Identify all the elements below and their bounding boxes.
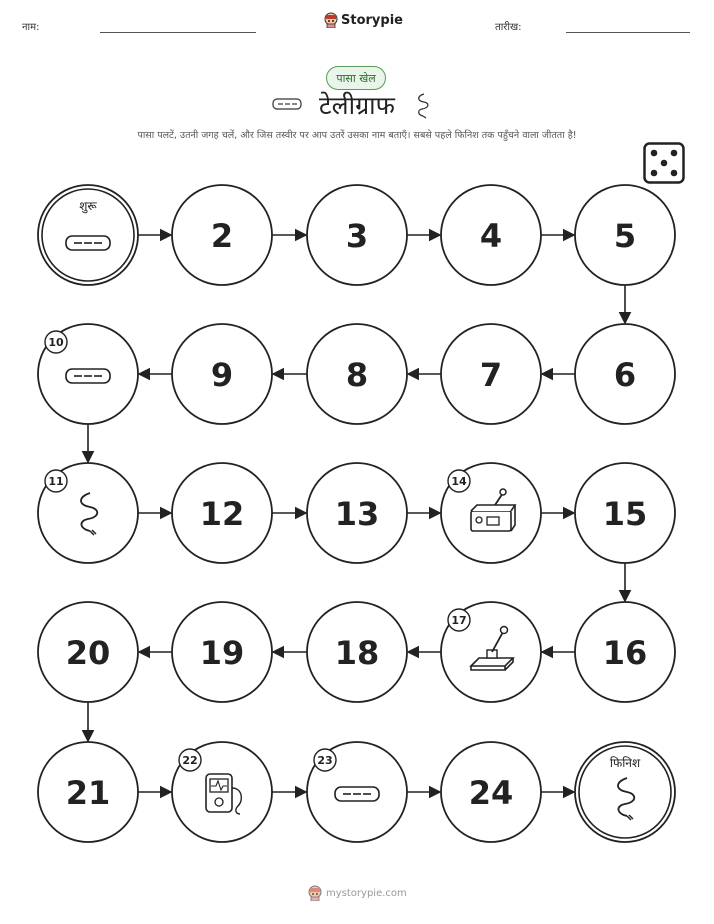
space-number: 13 [334,495,380,533]
space-number: 17 [451,614,467,627]
footer-url[interactable]: mystorypie.com [326,887,407,899]
space-number: 3 [345,217,369,255]
board-space-13 [307,463,407,563]
space-number: 20 [65,634,111,672]
space-number: 4 [479,217,503,255]
space-number: 19 [199,634,245,672]
board-space-14 [441,463,541,563]
brand-name: Storypie [341,12,403,28]
space-number: 18 [334,634,380,672]
board-space-11 [38,463,138,563]
board-space-16 [575,602,675,702]
telegraph-key-icon [66,236,110,250]
board-space-23 [307,742,407,842]
page-title: टेलीग्राफ [319,91,395,120]
board-space-10 [38,324,138,424]
board-space-3 [307,185,407,285]
space-number: 11 [48,475,64,488]
board-space-1 [38,185,138,285]
board-space-17 [441,602,541,702]
board-space-6 [575,324,675,424]
space-number: 5 [613,217,637,255]
space-number: 10 [48,336,64,349]
space-number: 8 [345,356,369,394]
space-number: 24 [468,774,514,812]
game-type-badge: पासा खेल [326,66,386,90]
board-space-21 [38,742,138,842]
space-number: 6 [613,356,637,394]
board-space-19 [172,602,272,702]
space-number: 7 [479,356,503,394]
space-number: 22 [182,754,198,767]
telegraph-key-icon [335,787,379,801]
space-number: 14 [451,475,467,488]
board-space-8 [307,324,407,424]
board-space-12 [172,463,272,563]
space-number: 21 [65,774,111,812]
finish-label: फिनिश [609,756,641,770]
telegraph-key-icon [66,369,110,383]
instructions: पासा पलटें, उतनी जगह चलें, और जिस तस्वीर पर आप उतरें उसका नाम बताएँ। सबसे पहले फिनिश तक पहुँचने वाला जीतता है! [137,130,577,141]
board-space-15 [575,463,675,563]
space-number: 9 [210,356,234,394]
board-space-9 [172,324,272,424]
board-space-4 [441,185,541,285]
board-space-24 [441,742,541,842]
space-number: 15 [602,495,648,533]
board-space-25 [575,742,675,842]
board-space-2 [172,185,272,285]
space-number: 2 [210,217,234,255]
board-space-22 [172,742,272,842]
board-space-5 [575,185,675,285]
space-number: 23 [317,754,333,767]
board-space-7 [441,324,541,424]
footer [308,885,407,901]
space-number: 12 [199,495,245,533]
start-label: शुरू [79,199,97,213]
board-space-20 [38,602,138,702]
storypie-mascot-icon [308,885,322,901]
date-label: तारीख: [495,22,522,33]
board-space-18 [307,602,407,702]
name-label: नाम: [22,22,40,33]
space-number: 16 [602,634,648,672]
